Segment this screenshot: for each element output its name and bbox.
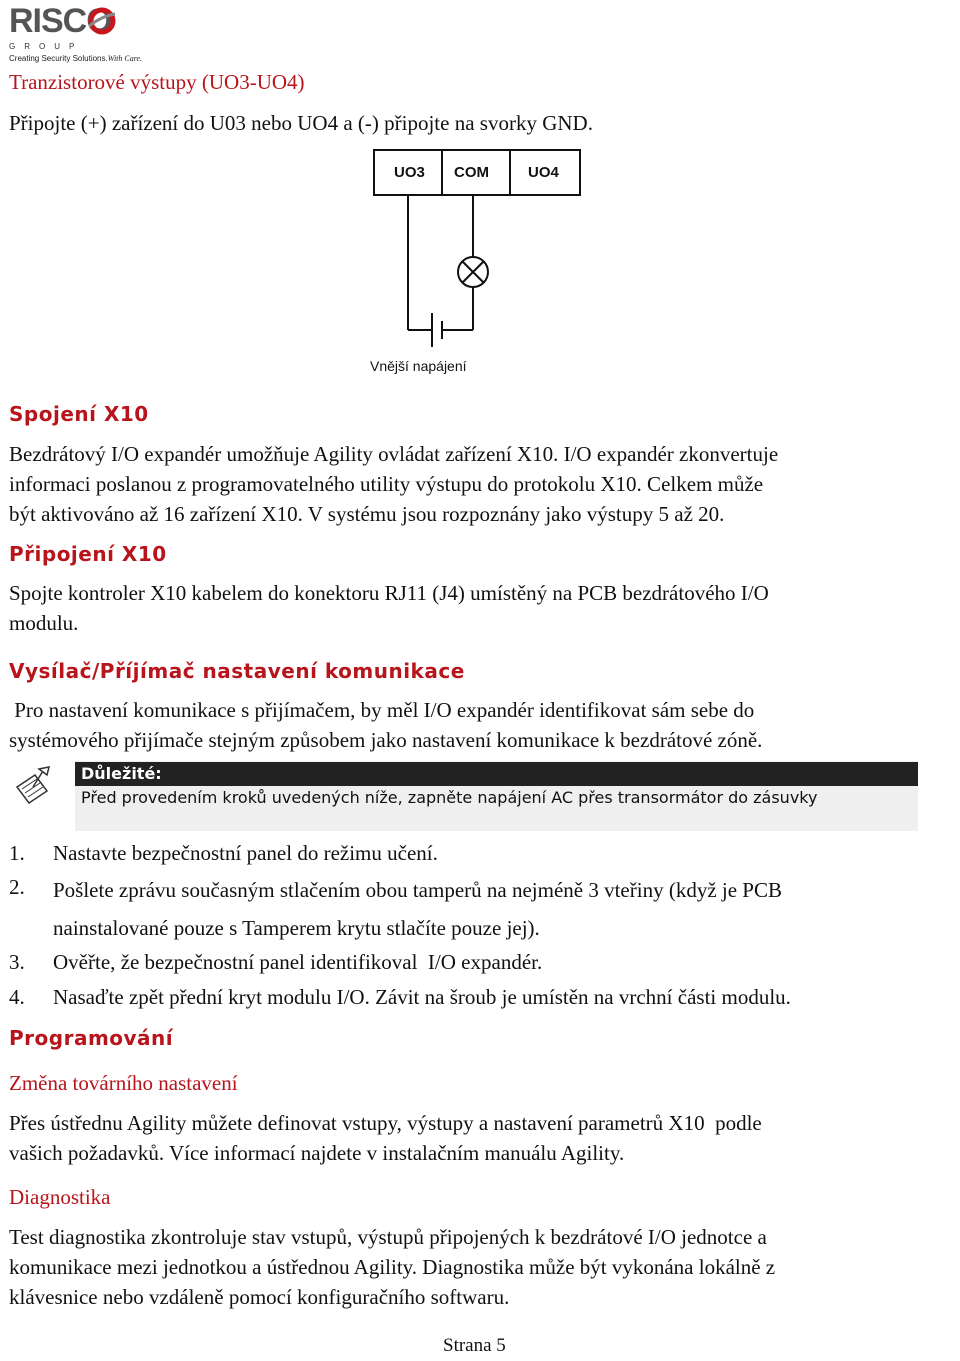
transistor-instructions: Připojte (+) zařízení do U03 nebo UO4 a (-) připojte na svorky GND.: [9, 111, 593, 135]
wiring-diagram: [370, 145, 590, 390]
logo-group: GROUP: [9, 42, 84, 51]
important-note-title: Důležité:: [81, 764, 162, 783]
logo-swoosh-icon: [87, 6, 117, 36]
terminal-com: COM: [454, 164, 489, 181]
note-pencil-icon: [13, 765, 53, 807]
important-note-text: Před provedením kroků uvedených níže, zapněte napájení AC přes transormátor do zásuvky: [81, 788, 818, 807]
step-3: 3. Ověřte, že bezpečnostní panel identifikoval I/O expandér.: [9, 950, 543, 974]
step-2: 2. Pošlete zprávu současným stlačením obou tamperů na nejméně 3 vteřiny (když je PCB nainstalované pouze s Tamperem krytu stlačíte pouze jej).: [9, 875, 782, 940]
step-4: 4. Nasaďte zpět přední kryt modulu I/O. Závit na šroub je umístěn na vrchní části modulu.: [9, 985, 791, 1009]
heading-x10-connection: Spojení X10: [9, 402, 149, 426]
risco-logo: [9, 2, 149, 66]
programming-paragraph: Přes ústřednu Agility můžete definovat vstupy, výstupy a nastavení parametrů X10 podle vašich požadavků. Více informací najdete v instalačním manuálu Agility.: [9, 1111, 762, 1165]
terminal-uo3: UO3: [394, 164, 425, 181]
heading-programming: Programování: [9, 1026, 174, 1050]
heading-transceiver-setup: Vysílač/Příjímač nastavení komunikace: [9, 659, 465, 683]
transceiver-paragraph: Pro nastavení komunikace s přijímačem, by měl I/O expandér identifikovat sám sebe do systémového přijímače stejným způsobem jako nastavení komunikace k bezdrátové zóně.: [9, 698, 763, 752]
logo-brand: RISCO: [9, 2, 112, 40]
wiring-diagram-graphic: [370, 145, 590, 390]
page-number: Strana 5: [443, 1335, 506, 1356]
diagram-caption: Vnější napájení: [370, 358, 467, 374]
diagnostics-paragraph: Test diagnostika zkontroluje stav vstupů, výstupů připojených k bezdrátové I/O jednotce a komunikace mezi jednotkou a ústřednou Agility. Diagnostika může být vykonána lokálně z klávesnice nebo vzdáleně pomocí konfiguračního softwaru.: [9, 1225, 776, 1309]
x10-paragraph: Bezdrátový I/O expandér umožňuje Agility ovládat zařízení X10. I/O expandér zkonvertuje informaci poslanou z programovatelného utility výstupu do protokolu X10. Celkem může být aktivováno až 16 zařízení X10. V systému jsou rozpoznány jako výstupy 5 až 20.: [9, 442, 779, 526]
step-1: 1. Nastavte bezpečnostní panel do režimu učení.: [9, 841, 438, 865]
x10-wiring-paragraph: Spojte kontroler X10 kabelem do konektoru RJ11 (J4) umístěný na PCB bezdrátového I/O modulu.: [9, 581, 769, 635]
heading-factory-defaults: Změna továrního nastavení: [9, 1071, 238, 1095]
heading-x10-wiring: Připojení X10: [9, 542, 167, 566]
heading-diagnostics: Diagnostika: [9, 1185, 111, 1209]
important-note-header: [75, 762, 918, 786]
logo-tagline: Creating Security Solutions.With Care.: [9, 54, 143, 63]
heading-transistor-outputs: Tranzistorové výstupy (UO3-UO4): [9, 70, 305, 94]
terminal-uo4: UO4: [528, 164, 559, 181]
